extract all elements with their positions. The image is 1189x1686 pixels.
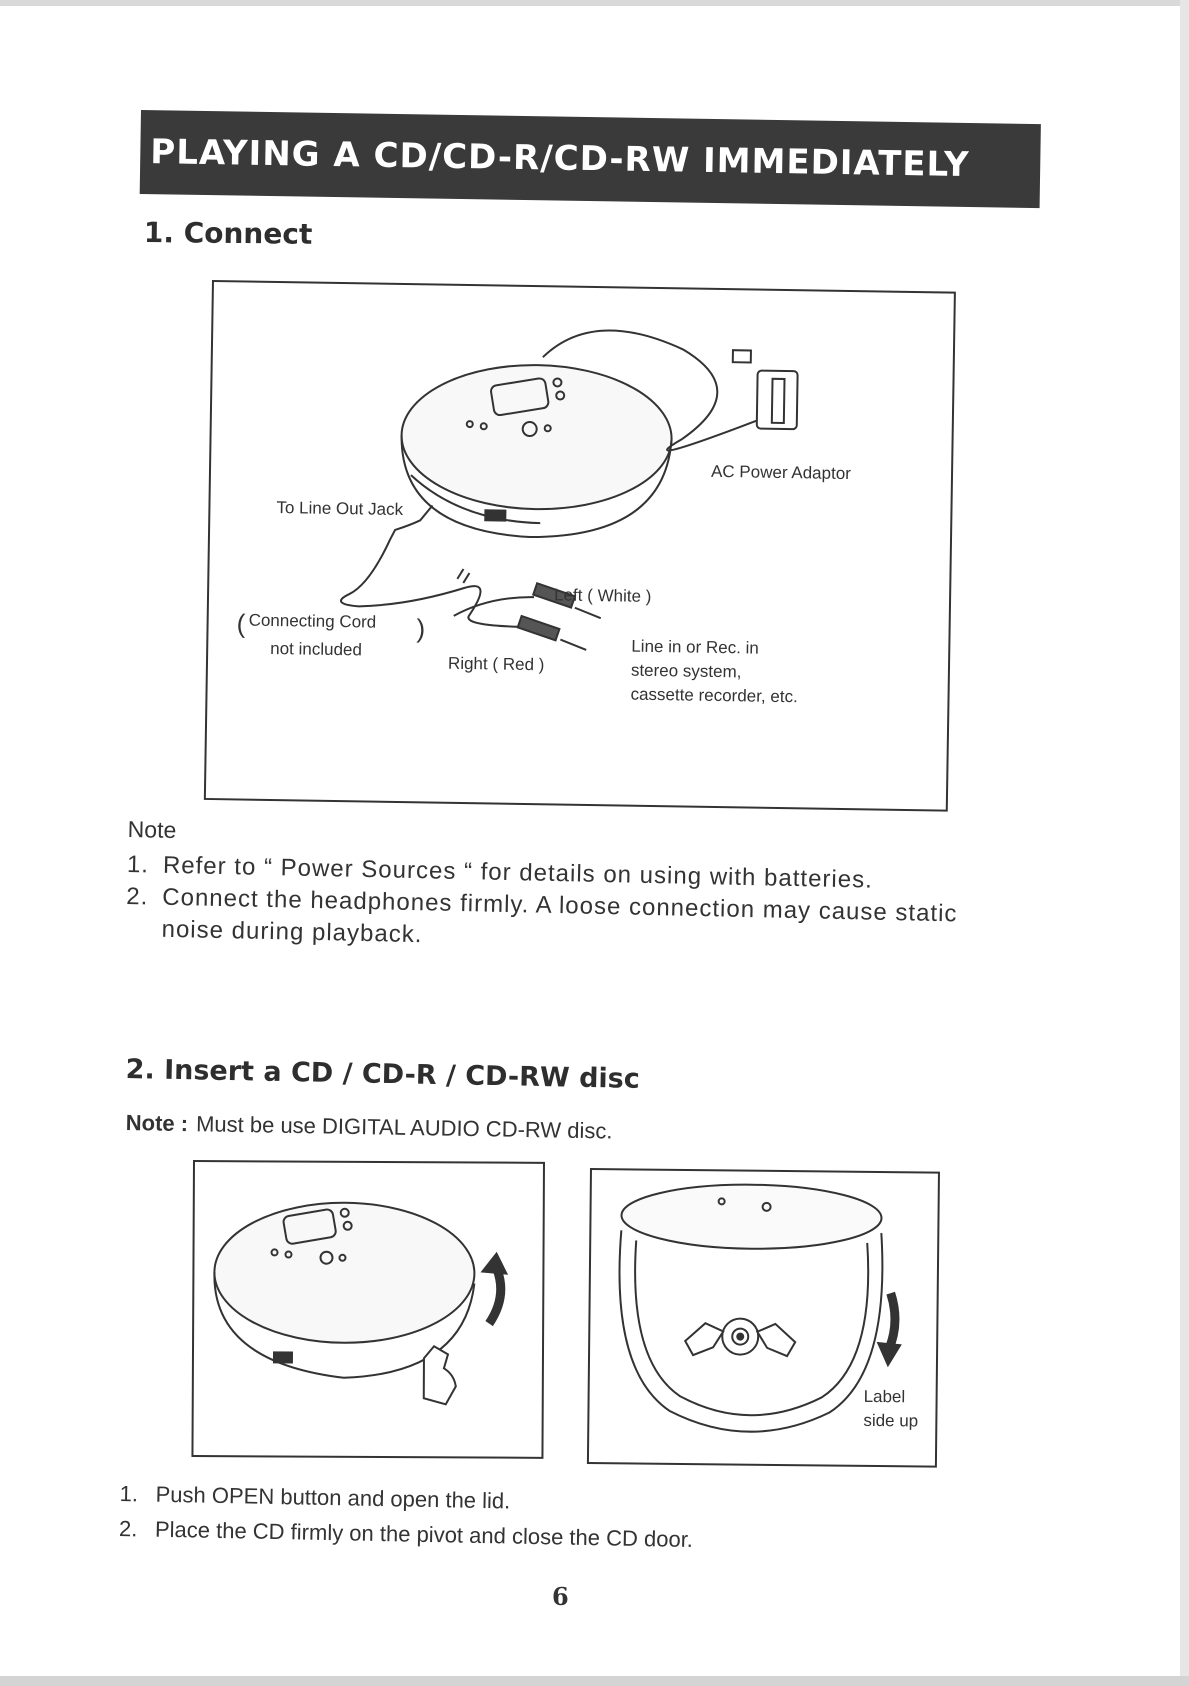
paren-close: ) <box>416 613 426 644</box>
note-number: 2. <box>126 882 149 911</box>
step-number: 1. <box>119 1480 139 1507</box>
page-edge-bottom <box>0 1676 1189 1686</box>
label-side-label: Label <box>863 1386 906 1407</box>
page-edge-right <box>1180 0 1189 1686</box>
label-not-included: not included <box>270 638 363 660</box>
note-text: Refer to “ Power Sources “ for details on using with batteries. <box>162 851 874 894</box>
disc-note-label: Note : <box>125 1110 189 1137</box>
note-text: Connect the headphones firmly. A loose connection may cause static noise during playback. <box>161 883 958 949</box>
steps-list <box>119 1476 694 1557</box>
label-line-in-2: stereo system, <box>630 660 742 682</box>
step-text: Place the CD firmly on the pivot and close the CD door. <box>154 1516 694 1553</box>
place-disc-diagram <box>587 1168 940 1468</box>
label-line-out-jack: To Line Out Jack <box>276 498 404 520</box>
connect-diagram-illustration <box>206 282 954 810</box>
paren-open: ( <box>236 608 246 639</box>
step-number: 2. <box>118 1515 138 1542</box>
section-connect-heading: 1. Connect <box>143 216 313 251</box>
page-title: PLAYING A CD/CD-R/CD-RW IMMEDIATELY <box>150 132 970 186</box>
open-lid-diagram <box>191 1160 545 1459</box>
note-block <box>125 816 1028 964</box>
page-edge-top <box>0 0 1189 6</box>
open-lid-illustration <box>193 1162 543 1457</box>
label-side-up: side up <box>863 1410 919 1431</box>
page-title-banner <box>140 110 1041 208</box>
step-text: Push OPEN button and open the lid. <box>155 1481 511 1514</box>
label-line-in-1: Line in or Rec. in <box>631 636 760 658</box>
label-left-white: Left ( White ) <box>553 585 652 606</box>
page-number: 6 <box>552 1582 569 1611</box>
disc-note-text: Must be use DIGITAL AUDIO CD-RW disc. <box>195 1111 613 1144</box>
note-number: 1. <box>126 850 150 879</box>
connect-diagram <box>204 280 956 812</box>
section-insert-heading: 2. Insert a CD / CD-R / CD-RW disc <box>125 1054 641 1095</box>
label-connecting-cord: Connecting Cord <box>248 610 377 632</box>
label-ac-power-adaptor: AC Power Adaptor <box>710 461 852 484</box>
note-title: Note <box>127 816 177 844</box>
label-line-in-3: cassette recorder, etc. <box>630 684 798 707</box>
disc-note <box>126 1110 613 1144</box>
label-right-red: Right ( Red ) <box>447 653 545 675</box>
note-list <box>125 849 1027 964</box>
